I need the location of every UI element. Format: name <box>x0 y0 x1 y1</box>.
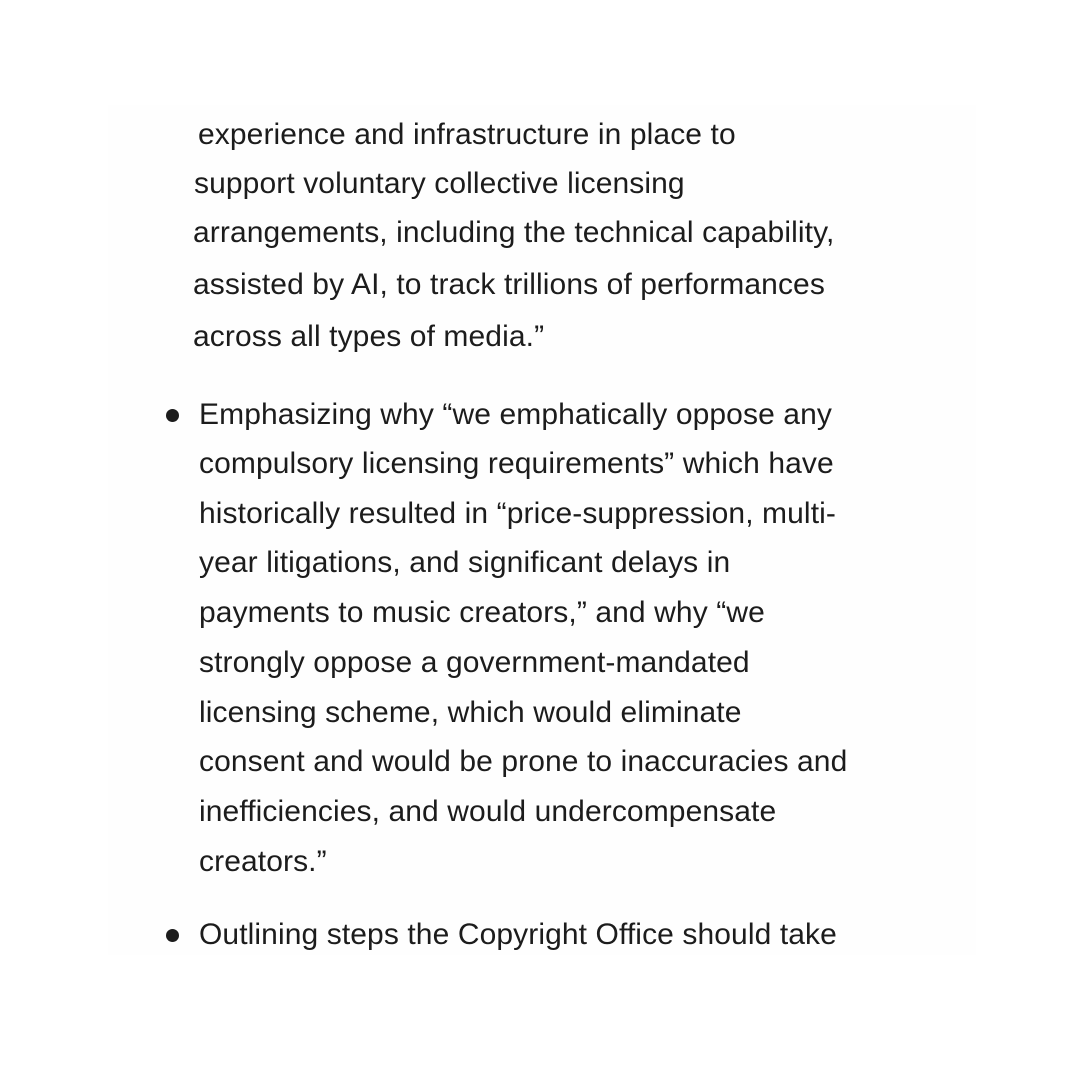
bullet-line: licensing scheme, which would eliminate <box>199 696 742 729</box>
bullet-line: compulsory licensing requirements” which have <box>199 447 834 480</box>
bullet-line: creators.” <box>199 845 327 878</box>
bullet-line: consent and would be prone to inaccuracies and <box>199 745 848 778</box>
continuation-line: arrangements, including the technical capability, <box>193 216 835 249</box>
bullet-line: historically resulted in “price-suppression, multi- <box>199 497 836 530</box>
bullet-line: year litigations, and significant delays in <box>199 546 731 579</box>
bullet-icon <box>166 929 179 942</box>
bullet-line: strongly oppose a government-mandated <box>199 646 750 679</box>
bullet-line: payments to music creators,” and why “we <box>199 596 765 629</box>
bullet-line: Outlining steps the Copyright Office should take <box>199 918 837 951</box>
continuation-line: across all types of media.” <box>193 320 545 353</box>
bullet-icon <box>166 409 179 422</box>
bullet-line: inefficiencies, and would undercompensate <box>199 795 777 828</box>
continuation-line: experience and infrastructure in place to <box>198 118 736 151</box>
continuation-line: assisted by AI, to track trillions of performances <box>193 268 825 301</box>
bullet-line: Emphasizing why “we emphatically oppose any <box>199 398 832 431</box>
continuation-line: support voluntary collective licensing <box>194 167 685 200</box>
